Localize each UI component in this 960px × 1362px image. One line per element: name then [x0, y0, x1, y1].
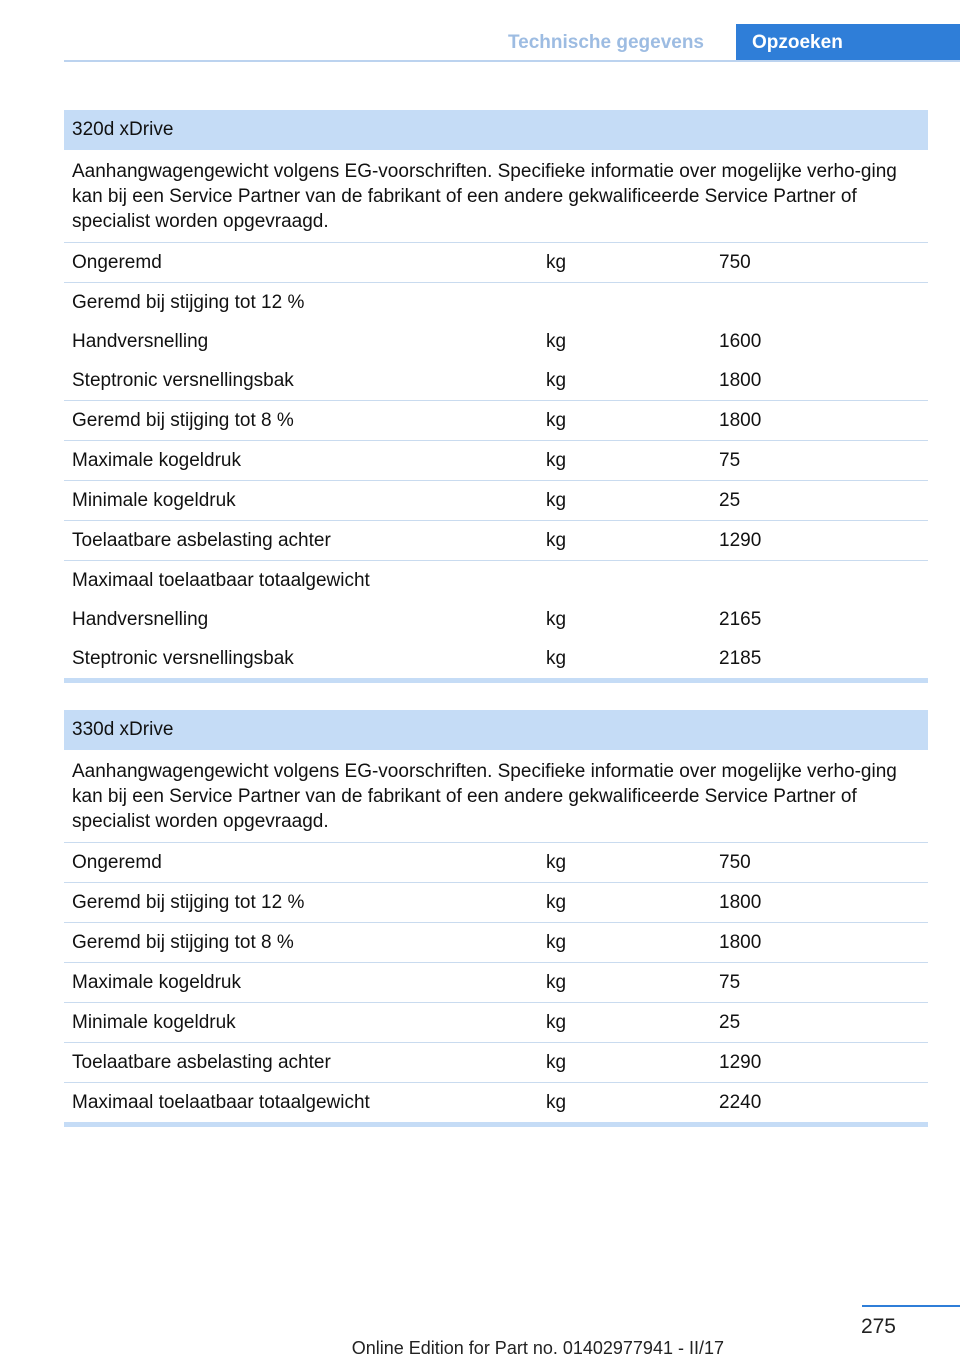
row-value: 1290 [719, 530, 762, 551]
row-unit: kg [546, 490, 567, 511]
row-label: Geremd bij stijging tot 12 % [72, 292, 305, 313]
header-divider [64, 60, 960, 62]
row-value: 1800 [719, 892, 762, 913]
row-label: Ongeremd [72, 252, 162, 273]
table-row [64, 243, 928, 283]
row-unit: kg [546, 331, 567, 352]
footer-divider [862, 1305, 960, 1307]
row-value: 2240 [719, 1092, 762, 1113]
row-unit: kg [546, 1092, 567, 1113]
row-value: 75 [719, 450, 741, 471]
row-value: 750 [719, 252, 751, 273]
row-label: Maximaal toelaatbaar totaalgewicht [72, 570, 370, 591]
row-label: Toelaatbare asbelasting achter [72, 530, 331, 551]
tab-opzoeken[interactable]: Opzoeken [736, 24, 960, 62]
row-value: 25 [719, 1012, 741, 1033]
row-value: 1290 [719, 1052, 762, 1073]
row-label: Maximale kogeldruk [72, 450, 241, 471]
row-label: Maximaal toelaatbaar totaalgewicht [72, 1092, 370, 1113]
page-number: 275 [860, 1315, 896, 1338]
table-row [64, 1043, 928, 1083]
table-row [64, 401, 928, 441]
row-label: Toelaatbare asbelasting achter [72, 1052, 331, 1073]
table-row [64, 923, 928, 963]
row-value: 750 [719, 852, 751, 873]
row-label: Minimale kogeldruk [72, 1012, 236, 1033]
row-unit: kg [546, 648, 567, 669]
row-label: Maximale kogeldruk [72, 972, 241, 993]
table-row [64, 883, 928, 923]
table-row [64, 1003, 928, 1043]
table-title: 330d xDrive [64, 710, 928, 750]
row-value: 1800 [719, 370, 762, 391]
table-row [64, 441, 928, 481]
table-row [64, 521, 928, 561]
table-row [64, 963, 928, 1003]
row-unit: kg [546, 1012, 567, 1033]
row-value: 2165 [719, 609, 762, 630]
row-label: Geremd bij stijging tot 12 % [72, 892, 305, 913]
row-unit: kg [546, 252, 567, 273]
table-rows [64, 243, 928, 678]
row-unit: kg [546, 892, 567, 913]
table-row [64, 322, 928, 361]
row-label: Steptronic versnellingsbak [72, 370, 294, 391]
table-note: Aanhangwagengewicht volgens EG-voorschriften. Specifieke informatie over mogelijke verho-ging kan bij een Service Partner van de fabrikant of een andere gekwalificeerde Service Partner of specialist worden opgevraagd. [64, 150, 928, 243]
row-value: 25 [719, 490, 741, 511]
row-unit: kg [546, 852, 567, 873]
table-row [64, 843, 928, 883]
row-unit: kg [546, 450, 567, 471]
page-header [0, 0, 960, 62]
table-rows [64, 843, 928, 1122]
table-row [64, 283, 928, 322]
row-label: Handversnelling [72, 609, 209, 630]
table-row [64, 561, 928, 600]
spec-table-320d [64, 110, 928, 683]
row-unit: kg [546, 972, 567, 993]
row-unit: kg [546, 410, 567, 431]
table-row [64, 361, 928, 401]
section-title: Technische gegevens [507, 32, 704, 53]
row-unit: kg [546, 932, 567, 953]
table-row [64, 639, 928, 678]
row-label: Geremd bij stijging tot 8 % [72, 410, 294, 431]
table-note: Aanhangwagengewicht volgens EG-voorschriften. Specifieke informatie over mogelijke verho-ging kan bij een Service Partner van de fabrikant of een andere gekwalificeerde Service Partner of specialist worden opgevraagd. [64, 750, 928, 843]
edition-note: Online Edition for Part no. 01402977941 - II/17 [351, 1338, 724, 1358]
row-unit: kg [546, 370, 567, 391]
spec-table-330d [64, 710, 928, 1127]
row-label: Steptronic versnellingsbak [72, 648, 294, 669]
row-label: Handversnelling [72, 331, 209, 352]
row-unit: kg [546, 530, 567, 551]
row-label: Geremd bij stijging tot 8 % [72, 932, 294, 953]
row-unit: kg [546, 1052, 567, 1073]
row-label: Ongeremd [72, 852, 162, 873]
row-value: 2185 [719, 648, 762, 669]
row-value: 1800 [719, 932, 762, 953]
table-row [64, 600, 928, 639]
row-value: 75 [719, 972, 741, 993]
row-label: Minimale kogeldruk [72, 490, 236, 511]
table-title: 320d xDrive [64, 110, 928, 150]
row-unit: kg [546, 609, 567, 630]
row-value: 1600 [719, 331, 762, 352]
table-row [64, 1083, 928, 1122]
row-value: 1800 [719, 410, 762, 431]
table-row [64, 481, 928, 521]
